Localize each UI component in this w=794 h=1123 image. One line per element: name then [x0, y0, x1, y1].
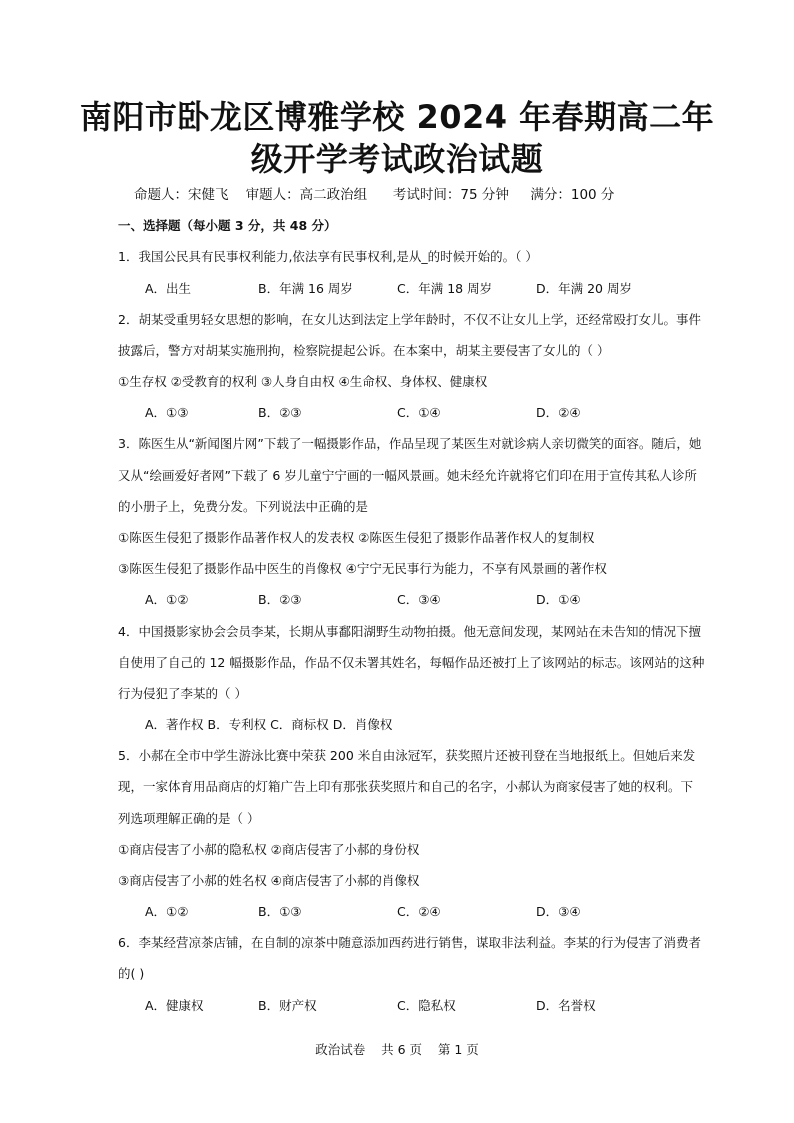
q6-option-b: B．财产权: [258, 998, 317, 1013]
question-6-stem-line-1: 6．李某经营凉茶店铺，在自制的凉茶中随意添加西药进行销售，谋取非法利益。李某的行为侵害了消费者: [118, 935, 701, 950]
q5-option-d: D．③④: [536, 904, 581, 919]
exam-time: 考试时间：75 分钟: [392, 187, 509, 203]
q1-option-d: D．年满 20 周岁: [536, 281, 632, 296]
q5-option-a: A．①②: [145, 904, 189, 919]
question-2-items: ①生存权 ②受教育的权利 ③人身自由权 ④生命权、身体权、健康权: [118, 374, 488, 389]
q1-option-c: C．年满 18 周岁: [397, 281, 493, 296]
q3-option-a: A．①②: [145, 592, 189, 607]
full-score: 满分：100 分: [530, 187, 615, 203]
question-1-stem: 1．我国公民具有民事权利能力,依法享有民事权利,是从_的时候开始的。（ ）: [118, 249, 538, 264]
question-5-items-line-2: ③商店侵害了小郝的姓名权 ④商店侵害了小郝的肖像权: [118, 873, 420, 888]
setter: 命题人：宋健飞: [134, 187, 229, 203]
q4-options: A．著作权 B．专利权 C．商标权 D．肖像权: [145, 717, 393, 732]
q6-option-a: A．健康权: [145, 998, 204, 1013]
question-5-stem-line-1: 5．小郝在全市中学生游泳比赛中荣获 200 米自由泳冠军，获奖照片还被刊登在当地报纸上。但她后来发: [118, 748, 696, 763]
q1-option-b: B．年满 16 周岁: [258, 281, 353, 296]
question-3-stem-line-2: 又从“绘画爱好者网”下载了 6 岁儿童宁宁画的一幅风景画。她未经允许就将它们印在用于宣传其私人诊所: [118, 468, 697, 483]
question-5-stem-line-2: 现，一家体育用品商店的灯箱广告上印有那张获奖照片和自己的名字，小郝认为商家侵害了她的权利。下: [118, 779, 694, 794]
question-4-stem-line-1: 4．中国摄影家协会会员李某，长期从事鄱阳湖野生动物拍摄。他无意间发现，某网站在未告知的情况下擅: [118, 624, 701, 639]
q1-option-a: A．出生: [145, 281, 192, 296]
question-5-items-line-1: ①商店侵害了小郝的隐私权 ②商店侵害了小郝的身份权: [118, 842, 420, 857]
question-3-items-line-2: ③陈医生侵犯了摄影作品中医生的肖像权 ④宁宁无民事行为能力，不享有风景画的著作权: [118, 561, 607, 576]
question-4-stem-line-3: 行为侵犯了李某的（ ）: [118, 686, 247, 701]
question-3-items-line-1: ①陈医生侵犯了摄影作品著作权人的发表权 ②陈医生侵犯了摄影作品著作权人的复制权: [118, 530, 595, 545]
q2-option-c: C．①④: [397, 405, 441, 420]
exam-meta: [134, 185, 614, 205]
q5-option-c: C．②④: [397, 904, 441, 919]
q3-option-b: B．②③: [258, 592, 302, 607]
question-2-stem-line-2: 披露后，警方对胡某实施刑拘，检察院提起公诉。在本案中，胡某主要侵害了女儿的（ ）: [118, 343, 610, 358]
question-3-stem-line-3: 的小册子上，免费分发。下列说法中正确的是: [118, 499, 369, 514]
q3-option-c: C．③④: [397, 592, 441, 607]
page-footer: 政治试卷 共 6 页 第 1 页: [315, 1042, 479, 1057]
reviewer: 审题人：高二政治组: [245, 187, 368, 203]
question-6-stem-line-2: 的( ): [118, 966, 145, 981]
q5-option-b: B．①③: [258, 904, 302, 919]
question-3-stem-line-1: 3．陈医生从“新闻图片网”下载了一幅摄影作品，作品呈现了某医生对就诊病人亲切微笑的面容。随后，她: [118, 436, 702, 451]
q6-option-d: D．名誉权: [536, 998, 596, 1013]
question-2-stem-line-1: 2．胡某受重男轻女思想的影响，在女儿达到法定上学年龄时，不仅不让女儿上学，还经常殴打女儿。事件: [118, 312, 701, 327]
exam-title-line-1: 南阳市卧龙区博雅学校 2024 年春期高二年: [79, 98, 715, 136]
question-4-stem-line-2: 自使用了自己的 12 幅摄影作品，作品不仅未署其姓名，每幅作品还被打上了该网站的标志。该网站的这种: [118, 655, 705, 670]
exam-title-line-2: 级开学考试政治试题: [250, 140, 544, 178]
q2-option-d: D．②④: [536, 405, 581, 420]
q2-option-a: A．①③: [145, 405, 189, 420]
q6-option-c: C．隐私权: [397, 998, 456, 1013]
question-5-stem-line-3: 列选项理解正确的是（ ）: [118, 811, 260, 826]
q3-option-d: D．①④: [536, 592, 581, 607]
q2-option-b: B．②③: [258, 405, 302, 420]
section-heading: 一、选择题（每小题 3 分，共 48 分）: [118, 218, 337, 233]
